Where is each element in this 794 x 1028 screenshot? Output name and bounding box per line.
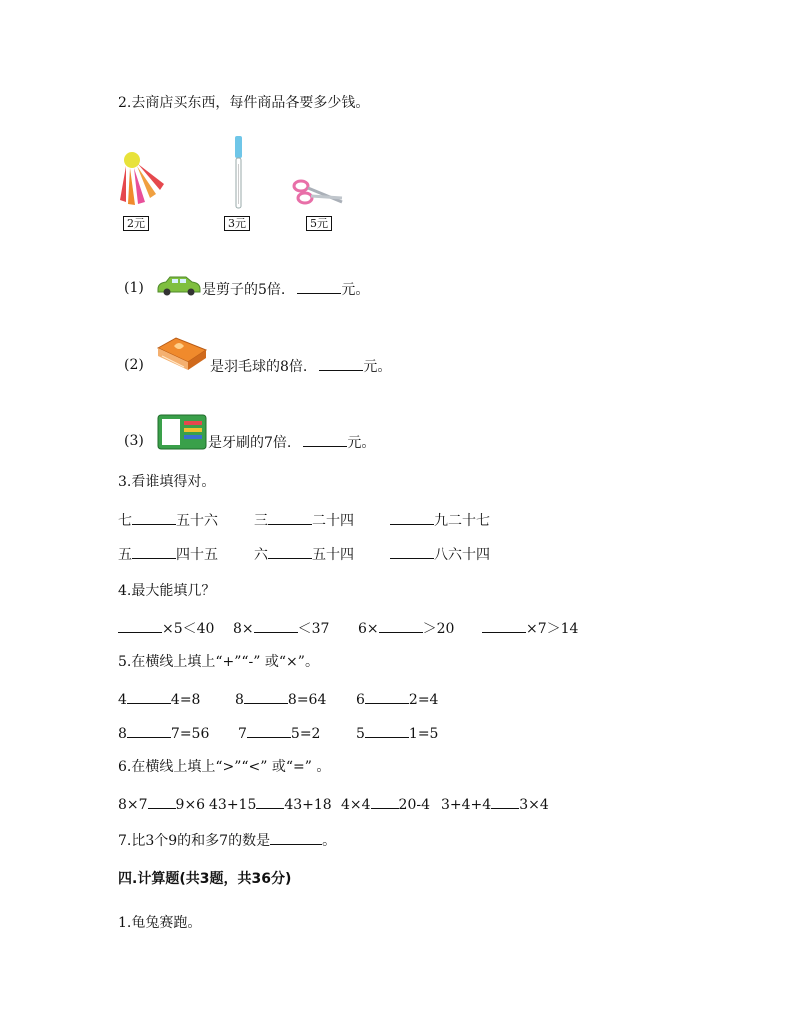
q5-operand: 5 <box>356 726 365 742</box>
q5-operand: 8 <box>118 726 127 742</box>
q5-operand: 8 <box>235 692 244 708</box>
answer-blank[interactable] <box>268 544 312 559</box>
q4-item2 <box>233 618 329 638</box>
q4-title: 4.最大能填几？ <box>118 583 216 599</box>
q2-sub1-text <box>202 279 369 299</box>
q5-title: 5.在横线上填上“+”“-” 或“×”。 <box>118 654 319 670</box>
answer-blank[interactable] <box>247 723 291 738</box>
answer-blank[interactable] <box>118 618 162 633</box>
q3-row2-item: 四十五 <box>176 547 218 563</box>
book-icon <box>154 334 210 374</box>
answer-blank[interactable] <box>148 794 176 809</box>
shuttlecock-icon <box>116 150 166 210</box>
answer-blank[interactable] <box>365 689 409 704</box>
q7-text: 7.比3个9的和多7的数是 <box>118 833 271 849</box>
toothbrush-icon <box>228 134 248 212</box>
q5-operand: 2=4 <box>408 692 439 708</box>
q2-sub1-unit: 元。 <box>341 282 370 298</box>
q3-row1-item: 二十四 <box>312 513 354 529</box>
q5-row2-b <box>238 723 320 743</box>
answer-blank[interactable] <box>268 510 312 525</box>
answer-blank[interactable] <box>244 689 288 704</box>
scissors-icon <box>292 174 346 208</box>
q3-row2-b <box>254 544 354 564</box>
q5-operand: 6 <box>356 692 365 708</box>
answer-blank[interactable] <box>379 618 423 633</box>
answer-blank[interactable] <box>127 723 171 738</box>
price-tag-shuttlecock: 2元 <box>123 216 149 231</box>
q7-line <box>118 830 336 850</box>
q2-sub2-number: (2) <box>124 357 144 373</box>
q6-expression: 3×4 <box>519 797 549 813</box>
q5-operand: 8=64 <box>287 692 327 708</box>
q5-row2-c <box>356 723 438 743</box>
answer-blank[interactable] <box>254 618 298 633</box>
q4-expression: ×7＞14 <box>526 621 579 637</box>
q6-title: 6.在横线上填上“>”“<” 或“=” 。 <box>118 759 331 775</box>
q3-row1-item: 七 <box>118 513 132 529</box>
q3-row2-item: 八六十四 <box>434 547 490 563</box>
q5-row2-a <box>118 723 209 743</box>
q2-sub3-number: (3) <box>124 433 144 449</box>
q5-row1-a <box>118 689 200 709</box>
pencil-case-icon <box>156 413 208 451</box>
answer-blank[interactable] <box>256 794 284 809</box>
answer-blank[interactable] <box>390 510 434 525</box>
q3-row1-b <box>254 510 354 530</box>
answer-blank[interactable] <box>319 356 363 371</box>
q5-operand: 4=8 <box>170 692 201 708</box>
q2-sub1-number: (1) <box>124 280 144 296</box>
q6-expression: 20-4 <box>398 797 430 813</box>
q3-row2-c <box>390 544 490 564</box>
q6-expression: 43+18 <box>284 797 332 813</box>
q5-operand: 1=5 <box>408 726 439 742</box>
q3-title: 3.看谁填得对。 <box>118 474 216 490</box>
price-tag-toothbrush: 3元 <box>224 216 250 231</box>
q6-expression: 8×7 <box>118 797 148 813</box>
q3-row1-item: 九二十七 <box>434 513 490 529</box>
answer-blank[interactable] <box>132 510 176 525</box>
q6-expression: 3+4+4 <box>441 797 492 813</box>
q4-item3 <box>358 618 454 638</box>
q4-expression: ＜37 <box>297 621 330 637</box>
q4-item4 <box>482 618 578 638</box>
q4-expression: 6× <box>358 621 379 637</box>
q5-operand: 5=2 <box>290 726 321 742</box>
price-tag-scissors: 5元 <box>306 216 332 231</box>
q2-sub2-label: 是羽毛球的8倍. <box>210 359 308 375</box>
q3-row2 <box>118 544 218 564</box>
q3-row2-item: 五 <box>118 547 132 563</box>
q6-item3 <box>341 794 430 814</box>
q3-row1 <box>118 510 218 530</box>
answer-blank[interactable] <box>482 618 526 633</box>
q6-item2 <box>209 794 332 814</box>
answer-blank[interactable] <box>297 279 341 294</box>
q3-row1-c <box>390 510 490 530</box>
q3-row2-item: 五十四 <box>312 547 354 563</box>
q6-item1 <box>118 794 205 814</box>
q5-row1-b <box>235 689 326 709</box>
q3-row2-item: 六 <box>254 547 268 563</box>
answer-blank[interactable] <box>303 432 347 447</box>
q6-item4 <box>441 794 549 814</box>
q4-expression: ×5＜40 <box>162 621 215 637</box>
q2-sub2-unit: 元。 <box>363 359 392 375</box>
answer-blank[interactable] <box>127 689 171 704</box>
calc-q1-title: 1.龟兔赛跑。 <box>118 915 202 931</box>
q5-operand: 7=56 <box>170 726 210 742</box>
answer-blank[interactable] <box>390 544 434 559</box>
q2-title: 2.去商店买东西，每件商品各要多少钱。 <box>118 95 370 111</box>
section-heading: 四.计算题(共3题，共36分) <box>118 871 292 887</box>
q2-sub2-text <box>210 356 391 376</box>
q6-expression: 4×4 <box>341 797 371 813</box>
q2-sub3-unit: 元。 <box>347 435 376 451</box>
answer-blank[interactable] <box>491 794 519 809</box>
q2-sub3-text <box>208 432 375 452</box>
q5-operand: 4 <box>118 692 127 708</box>
car-icon <box>154 275 202 297</box>
answer-blank[interactable] <box>365 723 409 738</box>
q2-sub1-label: 是剪子的5倍. <box>202 282 286 298</box>
q4-item1 <box>118 618 214 638</box>
q3-row1-item: 五十六 <box>176 513 218 529</box>
q3-row1-item: 三 <box>254 513 268 529</box>
q6-expression: 9×6 <box>175 797 206 813</box>
q2-sub3-label: 是牙刷的7倍. <box>208 435 292 451</box>
q4-expression: 8× <box>233 621 254 637</box>
q6-expression: 43+15 <box>209 797 257 813</box>
q4-expression: ＞20 <box>422 621 455 637</box>
q7-end: 。 <box>322 833 337 849</box>
q5-row1-c <box>356 689 438 709</box>
answer-blank[interactable] <box>132 544 176 559</box>
q5-operand: 7 <box>238 726 247 742</box>
answer-blank[interactable] <box>371 794 399 809</box>
answer-blank[interactable] <box>270 830 322 845</box>
